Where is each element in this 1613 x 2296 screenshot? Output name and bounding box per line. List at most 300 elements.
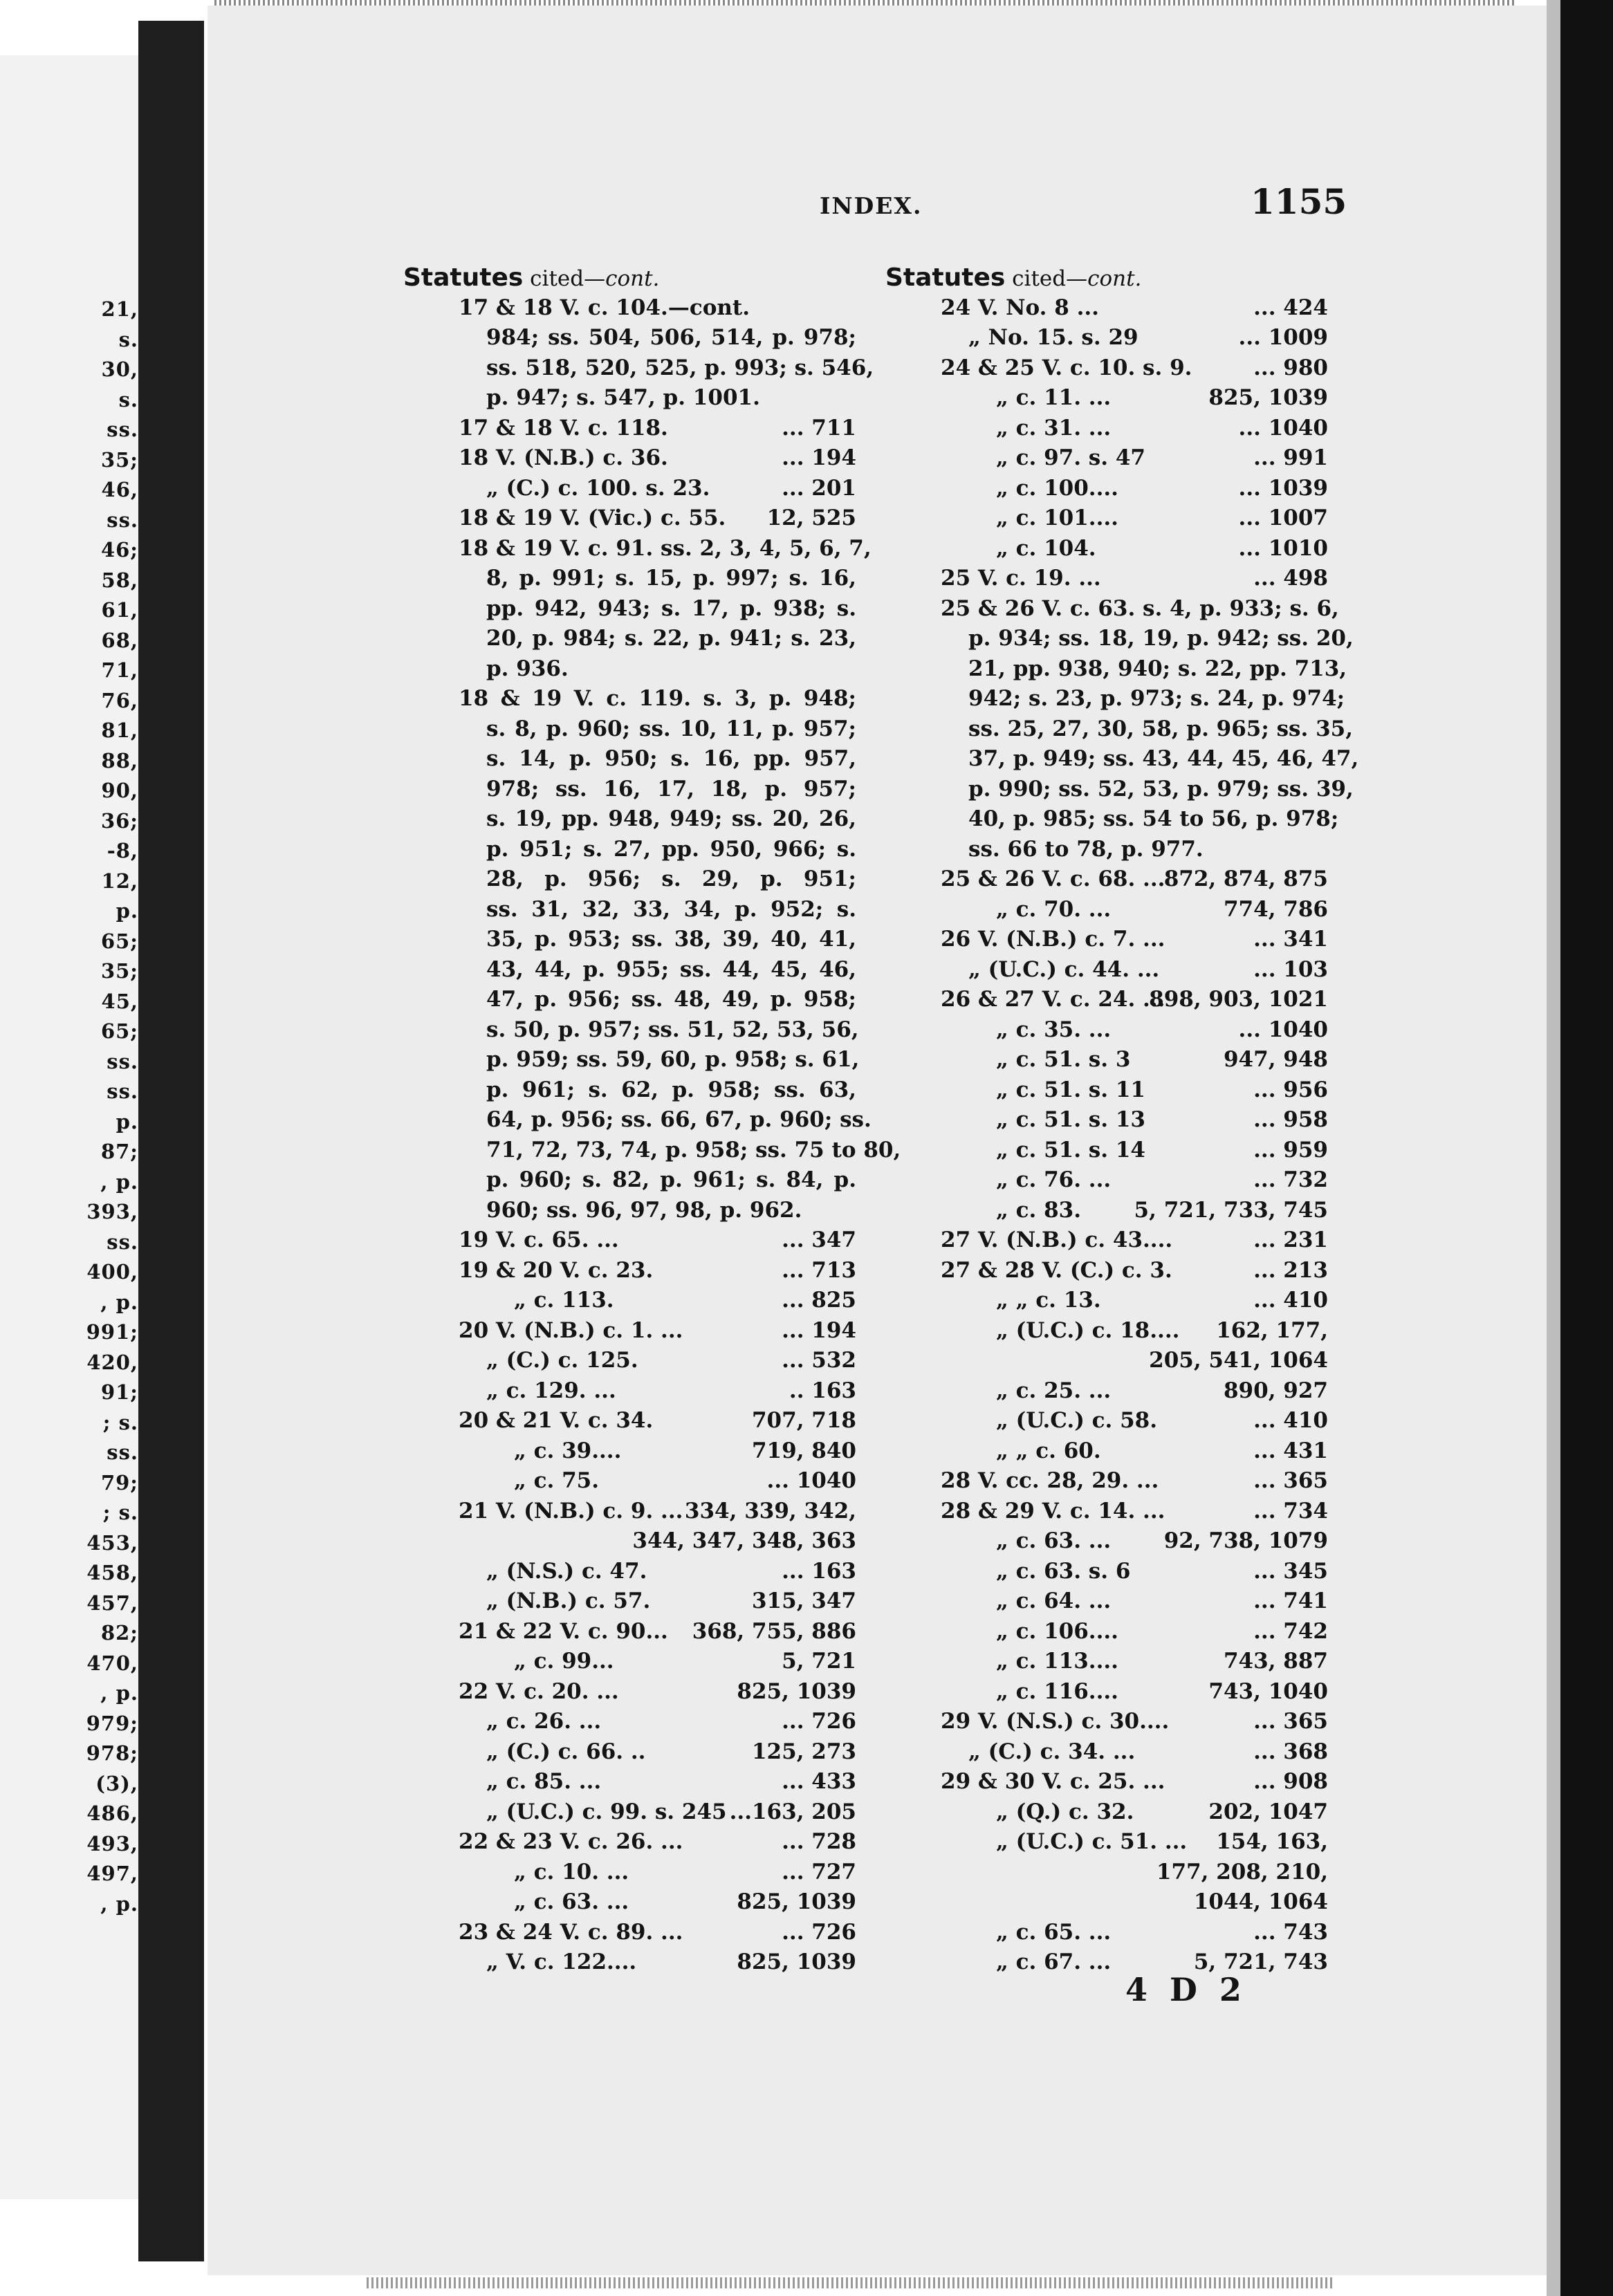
index-entry-line: [403, 1165, 856, 1196]
entry-text: „ c. 99...: [514, 1649, 614, 1674]
heading-rest: cited—: [1005, 266, 1088, 291]
index-entry-line: [403, 1406, 856, 1436]
page-references: ... 1039: [1238, 475, 1328, 501]
index-entry-line: [885, 684, 1345, 714]
page-references: ... 201: [782, 475, 856, 501]
entry-text: „ (U.C.) c. 58.: [996, 1408, 1158, 1433]
entry-text: s. 14, p. 950; s. 16, pp. 957,: [486, 746, 856, 771]
facing-page-fragment: 457,: [86, 1591, 138, 1615]
entry-text: „ c. 10. ...: [514, 1859, 629, 1885]
index-entry-line: [885, 714, 1354, 745]
index-entry-line: [885, 1526, 1328, 1557]
page-references: 334, 339, 342,: [684, 1498, 856, 1524]
index-entry-line: [885, 1256, 1328, 1286]
index-entry-line: [885, 1346, 1328, 1376]
entry-text: 942; s. 23, p. 973; s. 24, p. 974;: [968, 686, 1345, 711]
index-entry-line: [403, 594, 856, 624]
facing-page-fragment: ss.: [107, 1049, 138, 1073]
index-entry-line: [403, 1947, 856, 1978]
entry-text: 19 & 20 V. c. 23.: [459, 1257, 654, 1283]
page-references: ... 341: [1253, 927, 1328, 952]
section-heading: [885, 263, 1328, 293]
facing-page-fragment: , p.: [100, 1891, 138, 1916]
index-entry-line: [403, 1045, 860, 1075]
index-entry-line: [403, 1196, 856, 1226]
index-entry-line: [885, 985, 1328, 1015]
facing-page-fragment: 46,: [101, 478, 138, 501]
index-entry-line: [403, 1075, 856, 1106]
page-references: ... 741: [1253, 1589, 1328, 1613]
page-references: ... 368: [1253, 1739, 1328, 1764]
entry-text: „ c. 25. ...: [996, 1378, 1112, 1403]
entry-text: 28 & 29 V. c. 14. ...: [941, 1498, 1165, 1524]
index-entry-line: [403, 1346, 856, 1376]
index-entry-line: [885, 1858, 1328, 1888]
page-references: 205, 541, 1064: [1149, 1348, 1328, 1373]
page-number: 1155: [1251, 181, 1347, 222]
page-references: ... 365: [1253, 1468, 1328, 1493]
index-entry-line: [403, 895, 856, 925]
page-references: ... 734: [1253, 1498, 1328, 1524]
index-entry-line: [403, 1105, 872, 1136]
facing-page-fragment: 12,: [101, 869, 138, 893]
facing-page-fragment: ss.: [107, 418, 138, 441]
index-entry-line: [885, 1376, 1328, 1407]
entry-text: „ (U.C.) c. 99. s. 245: [486, 1799, 727, 1824]
index-entry-line: [403, 1256, 856, 1286]
entry-text: 23 & 24 V. c. 89. ...: [459, 1919, 683, 1945]
facing-page-fragment: , p.: [100, 1681, 138, 1705]
index-entry-line: [885, 775, 1354, 805]
entry-text: „ (C.) c. 66. ..: [486, 1739, 646, 1764]
entry-text: 29 & 30 V. c. 25. ...: [941, 1769, 1165, 1794]
entry-text: p. 947; s. 547, p. 1001.: [486, 385, 760, 410]
entry-text: 978; ss. 16, 17, 18, p. 957;: [486, 776, 856, 802]
index-entry-line: [885, 1286, 1328, 1316]
entry-text: 24 V. No. 8 ...: [941, 295, 1099, 320]
index-entry-line: [403, 1647, 856, 1677]
page-references: ... 956: [1253, 1077, 1328, 1102]
entry-text: ss. 25, 27, 30, 58, p. 965; ss. 35,: [968, 716, 1354, 741]
index-entry-line: [885, 353, 1328, 384]
book-gutter: [138, 21, 204, 2261]
entry-text: 26 V. (N.B.) c. 7. ...: [941, 927, 1165, 952]
facing-page-fragment: 61,: [101, 598, 138, 622]
heading-rest: cited—: [523, 266, 606, 291]
entry-text: 19 V. c. 65. ...: [459, 1228, 619, 1252]
entry-text: „ c. 31. ...: [996, 415, 1112, 441]
entry-text: „ c. 51. s. 3: [996, 1047, 1131, 1072]
page-references: 315, 347: [751, 1589, 856, 1613]
entry-text: „ c. 106....: [996, 1618, 1118, 1644]
facing-page-fragment: 35;: [100, 447, 138, 472]
scan-border-right: [1560, 0, 1613, 2296]
facing-page-fragment: ss.: [107, 1441, 138, 1464]
page-references: .. 163: [789, 1378, 856, 1403]
page-references: ... 726: [782, 1709, 856, 1734]
entry-text: „ c. 113.: [514, 1288, 614, 1313]
index-entry-line: [403, 1707, 856, 1737]
entry-text: 71, 72, 73, 74, p. 958; ss. 75 to 80,: [486, 1137, 901, 1163]
entry-text: „ c. 63. ...: [996, 1528, 1112, 1553]
page-references: 12, 525: [766, 506, 856, 530]
heading-cont: cont.: [1087, 266, 1142, 291]
page-references: 177, 208, 210,: [1156, 1859, 1328, 1885]
entry-text: „ c. 116....: [996, 1678, 1118, 1704]
entry-text: 25 & 26 V. c. 68. ...: [941, 867, 1165, 891]
page-references: 154, 163,: [1216, 1829, 1328, 1854]
index-entry-line: [885, 1586, 1328, 1617]
entry-text: 64, p. 956; ss. 66, 67, p. 960; ss.: [486, 1107, 872, 1132]
page-references: 898, 903, 1021: [1149, 987, 1328, 1012]
page-references: ... 163: [782, 1558, 856, 1584]
heading-word: Statutes: [403, 263, 524, 292]
index-entry-line: [885, 383, 1328, 414]
entry-text: 18 & 19 V. (Vic.) c. 55.: [459, 506, 726, 530]
entry-text: 21 & 22 V. c. 90...: [459, 1618, 668, 1644]
index-entry-line: [885, 1767, 1328, 1797]
entry-text: 47, p. 956; ss. 48, 49, p. 958;: [486, 987, 856, 1012]
entry-text: „ c. 104.: [996, 535, 1096, 561]
index-entry-line: [403, 534, 872, 564]
facing-page-fragment: 493,: [86, 1831, 138, 1855]
entry-text: p. 961; s. 62, p. 958; ss. 63,: [486, 1077, 856, 1102]
index-entry-line: [403, 503, 856, 534]
entry-text: „ V. c. 122....: [486, 1950, 637, 1974]
index-entry-line: [885, 1887, 1328, 1918]
index-entry-line: [403, 654, 856, 685]
index-entry-line: [403, 1797, 856, 1828]
entry-text: „ c. 129. ...: [486, 1378, 616, 1403]
page-references: ... 410: [1253, 1408, 1328, 1433]
index-entry-line: [403, 1767, 856, 1797]
index-entry-line: [885, 1436, 1328, 1467]
entry-text: 27 & 28 V. (C.) c. 3.: [941, 1257, 1172, 1283]
facing-page-fragment: 81,: [101, 719, 138, 742]
entry-text: 24 & 25 V. c. 10. s. 9.: [941, 355, 1192, 380]
index-entry-line: [885, 414, 1328, 444]
facing-page-fragment: 79;: [100, 1470, 138, 1494]
index-entry-line: [403, 835, 856, 865]
index-entry-line: [885, 1707, 1328, 1737]
facing-page-fragment: 87;: [100, 1140, 138, 1163]
entry-text: „ c. 39....: [514, 1438, 622, 1463]
facing-page-fragment: , p.: [100, 1169, 138, 1194]
index-entry-line: [885, 293, 1328, 324]
page-references: ... 498: [1253, 566, 1328, 591]
facing-page-fragment: 470,: [86, 1651, 138, 1675]
index-entry-line: [885, 443, 1328, 474]
index-entry-line: [885, 1466, 1328, 1497]
facing-page-fragment: 45,: [101, 989, 138, 1013]
entry-text: „ „ c. 13.: [996, 1288, 1101, 1313]
entry-text: 22 V. c. 20. ...: [459, 1678, 619, 1704]
entry-text: 26 & 27 V. c. 24. ...: [941, 987, 1165, 1012]
facing-page-fragment: 21,: [101, 297, 138, 321]
page-references: ... 742: [1253, 1618, 1328, 1644]
index-entry-line: [403, 1677, 856, 1707]
page-references: ... 1040: [1238, 415, 1328, 441]
entry-text: „ c. 63. s. 6: [996, 1558, 1131, 1584]
entry-text: „ (U.C.) c. 18....: [996, 1317, 1180, 1343]
index-entry-line: [885, 1075, 1328, 1106]
facing-page-fragment: 58,: [101, 568, 138, 592]
index-entry-line: [885, 1557, 1328, 1587]
facing-page-fragment: 46;: [100, 538, 138, 562]
section-heading: [403, 263, 856, 293]
facing-page-fragment: 400,: [86, 1260, 138, 1284]
index-entry-line: [885, 1647, 1328, 1677]
index-entry-line: [885, 1827, 1328, 1858]
facing-page-fragment: 91;: [100, 1380, 138, 1404]
index-entry-line: [403, 1136, 901, 1166]
index-entry-line: [403, 1827, 856, 1858]
entry-text: „ c. 11. ...: [996, 385, 1112, 410]
entry-text: 17 & 18 V. c. 118.: [459, 415, 668, 441]
facing-page-fragment: 36;: [100, 808, 138, 833]
entry-text: p. 959; ss. 59, 60, p. 958; s. 61,: [486, 1047, 860, 1072]
facing-page-fragment: s.: [118, 327, 138, 351]
index-entry-line: [885, 624, 1354, 654]
page-references: ... 1007: [1238, 506, 1328, 530]
index-entry-line: [403, 925, 856, 955]
page-references: 92, 738, 1079: [1163, 1528, 1328, 1553]
index-entry-line: [885, 804, 1339, 835]
facing-page-fragment: 76,: [101, 688, 138, 712]
page-references: ... 347: [782, 1228, 856, 1252]
entry-text: p. 936.: [486, 656, 569, 681]
facing-page-fragment: 30,: [101, 358, 138, 381]
entry-text: „ c. 63. ...: [514, 1889, 629, 1914]
entry-text: pp. 942, 943; s. 17, p. 938; s.: [486, 595, 856, 621]
index-entry-line: [403, 383, 856, 414]
index-entry-line: [403, 293, 856, 324]
facing-page-fragment: 65;: [100, 929, 138, 953]
entry-text: „ (Q.) c. 32.: [996, 1799, 1134, 1824]
entry-text: „ c. 70. ...: [996, 896, 1112, 922]
index-entry-line: [885, 594, 1339, 624]
facing-page-fragment: ss.: [107, 1080, 138, 1103]
entry-text: 20, p. 984; s. 22, p. 941; s. 23,: [486, 626, 856, 651]
facing-page-fragment: 453,: [86, 1530, 138, 1555]
page-references: 825, 1039: [737, 1889, 856, 1914]
page-references: 5, 721, 733, 745: [1134, 1197, 1328, 1223]
page-references: ... 825: [782, 1288, 856, 1313]
entry-text: 17 & 18 V. c. 104.—cont.: [459, 295, 750, 320]
index-entry-line: [885, 564, 1328, 594]
page-references: ... 991: [1253, 445, 1328, 470]
entry-text: 29 V. (N.S.) c. 30....: [941, 1709, 1170, 1734]
entry-text: p. 934; ss. 18, 19, p. 942; ss. 20,: [968, 626, 1354, 651]
entry-text: 18 & 19 V. c. 119. s. 3, p. 948;: [459, 686, 856, 711]
facing-page-fragment: 35;: [100, 959, 138, 983]
facing-page-fragment: 458,: [86, 1561, 138, 1584]
entry-text: 40, p. 985; ss. 54 to 56, p. 978;: [968, 806, 1339, 831]
page-references: 947, 948: [1223, 1047, 1328, 1072]
entry-text: 984; ss. 504, 506, 514, p. 978;: [486, 325, 856, 350]
index-entry-line: [885, 864, 1328, 895]
index-entry-line: [403, 1557, 856, 1587]
page-references: 719, 840: [751, 1438, 856, 1463]
index-entry-line: [403, 1497, 856, 1527]
page-references: ... 231: [1253, 1228, 1328, 1252]
entry-text: „ c. 100....: [996, 475, 1118, 501]
index-entry-line: [885, 474, 1328, 504]
facing-page-fragment: 978;: [86, 1741, 138, 1765]
page-references: ... 194: [782, 1317, 856, 1343]
facing-page-fragment: 420,: [86, 1350, 138, 1374]
entry-text: s. 50, p. 957; ss. 51, 52, 53, 56,: [486, 1017, 859, 1042]
index-entry-line: [403, 1316, 856, 1346]
index-entry-line: [403, 443, 856, 474]
page-references: ... 424: [1253, 295, 1328, 320]
index-entry-line: [885, 895, 1328, 925]
index-entry-line: [885, 1797, 1328, 1828]
entry-text: „ „ c. 60.: [996, 1438, 1101, 1463]
entry-text: 21 V. (N.B.) c. 9. ...: [459, 1498, 683, 1524]
index-column-right: [885, 263, 1359, 1978]
page-references: ... 194: [782, 445, 856, 470]
entry-text: „ (C.) c. 34. ...: [968, 1739, 1136, 1764]
index-entry-line: [885, 744, 1359, 775]
page-references: ... 958: [1253, 1107, 1328, 1132]
entry-text: „ c. 65. ...: [996, 1919, 1112, 1945]
index-entry-line: [403, 353, 874, 384]
index-entry-line: [403, 1918, 856, 1948]
page-references: 162, 177,: [1216, 1317, 1328, 1343]
page-references: 5, 721, 743: [1193, 1950, 1328, 1974]
index-entry-line: [885, 1165, 1328, 1196]
index-entry-line: [403, 1586, 856, 1617]
facing-page-fragment: 82;: [100, 1621, 138, 1645]
entry-text: „ (N.S.) c. 47.: [486, 1558, 647, 1584]
page-references: ... 431: [1253, 1438, 1328, 1463]
page-references: 344, 347, 348, 363: [632, 1528, 856, 1553]
facing-page-fragment: , p.: [100, 1290, 138, 1314]
index-entry-line: [885, 1497, 1328, 1527]
page-references: ... 726: [782, 1919, 856, 1945]
page-references: ... 908: [1253, 1769, 1328, 1794]
facing-page-fragment: p.: [116, 899, 138, 923]
page-references: 5, 721: [782, 1649, 856, 1674]
entry-text: „ c. 64. ...: [996, 1589, 1112, 1613]
index-entry-line: [403, 624, 856, 654]
index-entry-line: [885, 1316, 1328, 1346]
entry-text: 27 V. (N.B.) c. 43....: [941, 1228, 1173, 1252]
entry-text: p. 951; s. 27, pp. 950, 966; s.: [486, 836, 856, 862]
entry-text: 21, pp. 938, 940; s. 22, pp. 713,: [968, 656, 1347, 681]
page-references: ...163, 205: [729, 1799, 856, 1824]
index-entry-line: [403, 1286, 856, 1316]
page-references: 707, 718: [751, 1408, 856, 1433]
index-entry-line: [403, 1376, 856, 1407]
index-entry-line: [885, 955, 1328, 985]
index-entry-line: [885, 1947, 1328, 1978]
page-references: 202, 1047: [1208, 1799, 1328, 1824]
page-references: 125, 273: [751, 1739, 856, 1764]
entry-text: „ c. 26. ...: [486, 1709, 602, 1734]
entry-text: 35, p. 953; ss. 38, 39, 40, 41,: [486, 927, 856, 952]
index-entry-line: [885, 1136, 1328, 1166]
index-entry-line: [403, 744, 856, 775]
page-references: ... 532: [782, 1348, 856, 1373]
index-entry-line: [403, 775, 856, 805]
index-entry-line: [885, 1406, 1328, 1436]
index-entry-line: [403, 474, 856, 504]
facing-page-fragment: ss.: [107, 1230, 138, 1254]
page-references: 825, 1039: [1208, 385, 1328, 410]
index-entry-line: [403, 1015, 859, 1046]
page-references: 368, 755, 886: [692, 1618, 856, 1644]
index-entry-line: [885, 1045, 1328, 1075]
entry-text: „ c. 76. ...: [996, 1167, 1112, 1192]
entry-text: „ c. 85. ...: [486, 1769, 602, 1794]
facing-page-fragment: ss.: [107, 508, 138, 532]
page-references: ... 1009: [1238, 325, 1328, 350]
index-entry-line: [403, 985, 856, 1015]
entry-text: „ No. 15. s. 29: [968, 325, 1139, 350]
entry-text: ss. 66 to 78, p. 977.: [968, 836, 1204, 862]
entry-text: „ c. 101....: [996, 506, 1118, 530]
index-entry-line: [885, 1617, 1328, 1647]
entry-text: p. 990; ss. 52, 53, p. 979; ss. 39,: [968, 776, 1354, 802]
entry-text: 22 & 23 V. c. 26. ...: [459, 1829, 683, 1854]
index-entry-line: [885, 1677, 1328, 1707]
index-entry-line: [403, 1858, 856, 1888]
entry-text: 43, 44, p. 955; ss. 44, 45, 46,: [486, 956, 856, 982]
index-entry-line: [403, 1526, 856, 1557]
page-references: 825, 1039: [737, 1678, 856, 1704]
facing-page-fragment: s.: [118, 387, 138, 411]
entry-text: „ (U.C.) c. 51. ...: [996, 1829, 1188, 1854]
index-entry-line: [885, 503, 1328, 534]
entry-text: 25 V. c. 19. ...: [941, 566, 1101, 591]
facing-page-fragment: 65;: [100, 1019, 138, 1043]
facing-page-fragment: 991;: [86, 1320, 138, 1344]
entry-text: „ c. 35. ...: [996, 1017, 1112, 1042]
scan-edge-bottom: [367, 2277, 1335, 2288]
page-references: ... 1040: [1238, 1017, 1328, 1042]
entry-text: s. 8, p. 960; ss. 10, 11, p. 957;: [486, 716, 856, 741]
facing-page-fragment: 497,: [86, 1862, 138, 1885]
index-column-left: [403, 263, 901, 1978]
entry-text: s. 19, pp. 948, 949; ss. 20, 26,: [486, 806, 856, 831]
index-entry-line: [885, 1737, 1328, 1768]
page-references: ... 433: [782, 1769, 856, 1794]
entry-text: ss. 31, 32, 33, 34, p. 952; s.: [486, 896, 856, 922]
page-edge: [1547, 0, 1562, 2296]
page-references: ... 103: [1253, 956, 1328, 982]
entry-text: ss. 518, 520, 525, p. 993; s. 546,: [486, 355, 874, 380]
index-entry-line: [885, 1015, 1328, 1046]
page-references: 743, 1040: [1208, 1678, 1328, 1704]
page-references: 872, 874, 875: [1163, 867, 1328, 891]
page-references: ... 711: [782, 415, 856, 441]
entry-text: „ c. 51. s. 11: [996, 1077, 1145, 1102]
facing-page-fragment: 71,: [101, 658, 138, 682]
index-entry-line: [885, 323, 1328, 353]
entry-text: „ (N.B.) c. 57.: [486, 1589, 651, 1613]
index-entry-line: [885, 925, 1328, 955]
page-references: 743, 887: [1223, 1649, 1328, 1674]
entry-text: 28 V. cc. 28, 29. ...: [941, 1468, 1159, 1493]
entry-text: p. 960; s. 82, p. 961; s. 84, p.: [486, 1167, 856, 1192]
page-references: 774, 786: [1223, 896, 1328, 922]
page-references: ... 345: [1253, 1558, 1328, 1584]
facing-page-fragment: 393,: [86, 1200, 138, 1223]
index-entry-line: [403, 1466, 856, 1497]
index-entry-line: [403, 323, 856, 353]
